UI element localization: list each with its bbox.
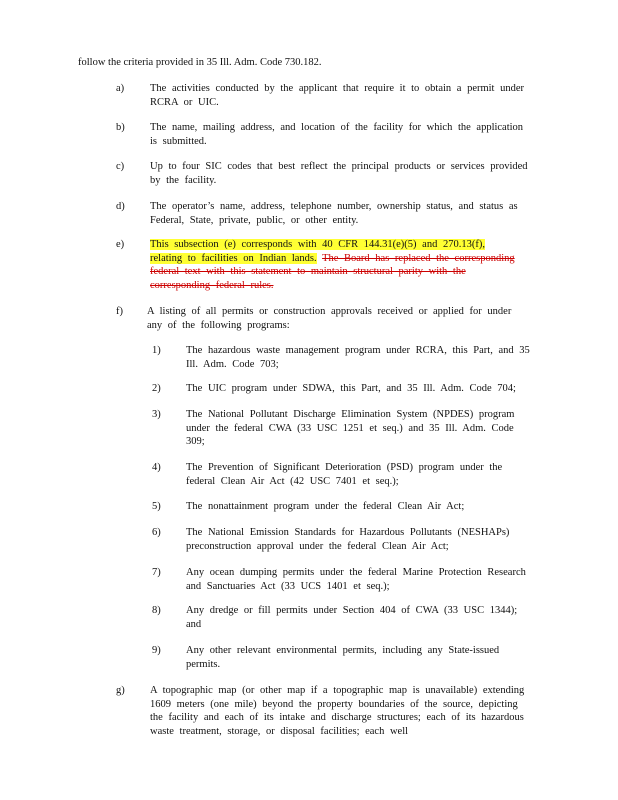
subitem-text-8: Any dredge or fill permits under Section 404 of CWA (33 USC 1344); and [186, 605, 518, 630]
subitem-text-5: The nonattainment program under the federal Clean Air Act; [186, 501, 465, 512]
highlighted-amendment-text: This subsection (e) corresponds with 40 CFR 144.31(e)(5) and 270.13(f), relating to facilities on Indian lands. [150, 239, 485, 264]
subitem-label-7: 7) [152, 567, 161, 578]
subitem-text-7: Any ocean dumping permits under the federal Marine Protection Research and Sanctuaries Act (33 UCS 1401 et seq.); [186, 567, 526, 592]
subitem-label-3: 3) [152, 409, 161, 420]
item-text-g: A topographic map (or other map if a topographic map is unavailable) extending 1609 meters (one mile) beyond the property boundaries of the source, depicting the facility and each of its intake and discharge structures; each of its hazardous waste treatment, storage, or disposal facilities; each well [150, 685, 525, 737]
subitem-text-3: The National Pollutant Discharge Elimination System (NPDES) program under the federal CWA (33 USC 1251 et seq.) and 35 Ill. Adm. Code 309; [186, 409, 515, 447]
intro-text: follow the criteria provided in 35 Ill. Adm. Code 730.182. [78, 57, 322, 68]
item-label-f: f) [116, 306, 123, 317]
struck-deleted-text: The Board has replaced the corresponding federal text with this statement to maintain structural parity with the corresponding federal rules. [150, 252, 515, 291]
item-text-b: The name, mailing address, and location of the facility for which the application is submitted. [150, 122, 524, 147]
subitem-text-6: The National Emission Standards for Hazardous Pollutants (NESHAPs) preconstruction approval under the federal Clean Air Act; [186, 527, 510, 552]
item-text-f: A listing of all permits or construction approvals received or applied for under any of the following programs: [147, 306, 512, 331]
item-text-e [150, 238, 522, 292]
subitem-text-4: The Prevention of Significant Deterioration (PSD) program under the federal Clean Air Act (42 USC 7401 et seq.); [186, 462, 503, 487]
item-label-e: e) [116, 239, 125, 250]
subitem-label-1: 1) [152, 345, 161, 356]
item-label-b: b) [116, 122, 125, 133]
subitem-text-2: The UIC program under SDWA, this Part, and 35 Ill. Adm. Code 704; [186, 383, 516, 394]
item-label-g: g) [116, 685, 125, 696]
item-text-a: The activities conducted by the applicant that require it to obtain a permit under RCRA or UIC. [150, 83, 525, 108]
item-label-d: d) [116, 201, 125, 212]
subitem-label-8: 8) [152, 605, 161, 616]
subitem-label-9: 9) [152, 645, 161, 656]
subitem-label-6: 6) [152, 527, 161, 538]
subitem-label-5: 5) [152, 501, 161, 512]
item-text-c: Up to four SIC codes that best reflect the principal products or services provided by the facility. [150, 161, 528, 186]
item-label-c: c) [116, 161, 125, 172]
subitem-text-1: The hazardous waste management program under RCRA, this Part, and 35 Ill. Adm. Code 703; [186, 345, 530, 370]
item-label-a: a) [116, 83, 125, 94]
item-text-d: The operator’s name, address, telephone number, ownership status, and status as Federal, State, private, public, or other entity. [150, 201, 518, 226]
subitem-label-2: 2) [152, 383, 161, 394]
subitem-label-4: 4) [152, 462, 161, 473]
subitem-text-9: Any other relevant environmental permits, including any State-issued permits. [186, 645, 500, 670]
